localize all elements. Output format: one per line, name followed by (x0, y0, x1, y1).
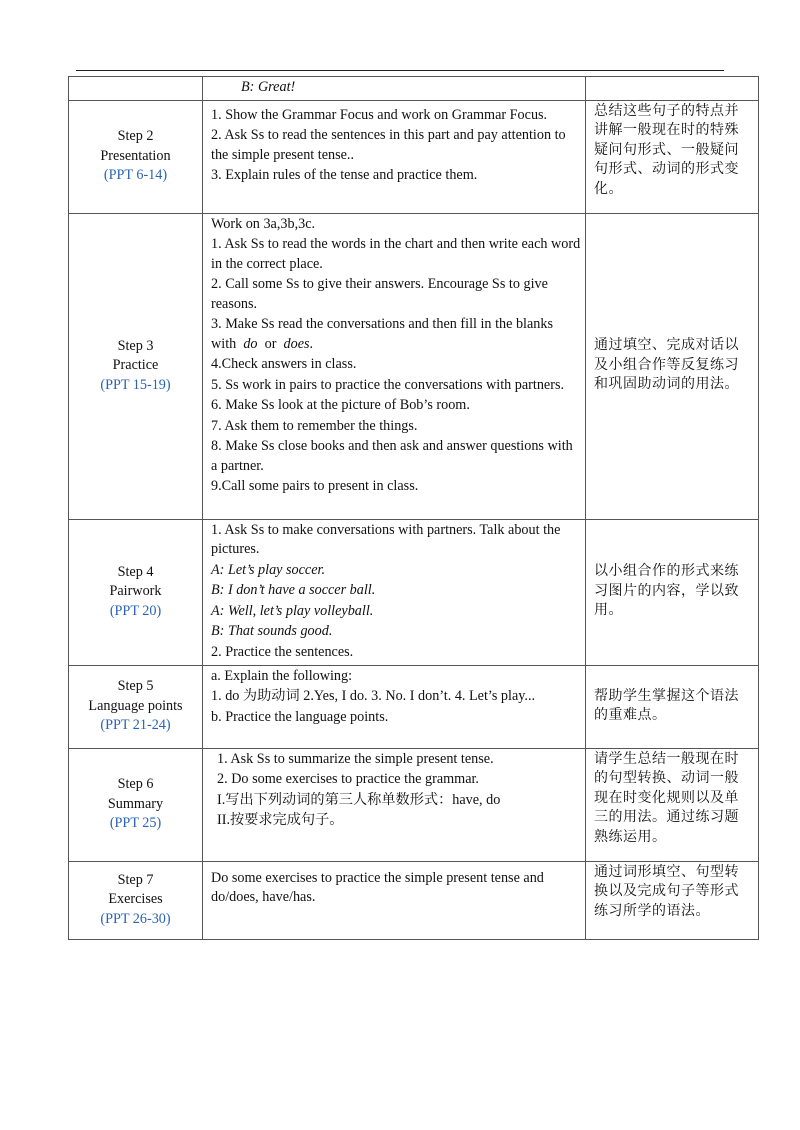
procedure-line: 1. Ask Ss to summarize the simple present tense. (217, 750, 494, 767)
step-cell (69, 861, 203, 939)
step-title: Presentation (100, 147, 171, 164)
step-title: Pairwork (109, 583, 162, 600)
ppt-range: (PPT 26-30) (100, 910, 171, 927)
teaching-note: 帮助学生掌握这个语法的重难点。 (594, 687, 739, 723)
table-row (69, 519, 759, 665)
step-cell (69, 748, 203, 861)
procedure-cell (203, 100, 586, 213)
procedure-cell (203, 519, 586, 665)
dialogue-line: B: I don’t have a soccer ball. (211, 582, 376, 598)
procedure-line: 1. Ask Ss to make conversations with partners. Talk about the pictures. (211, 521, 561, 557)
header-rule (76, 70, 724, 71)
procedure-line: 3. Explain rules of the tense and practice them. (211, 167, 478, 183)
step-title: Language points (88, 697, 183, 714)
teaching-note: 请学生总结一般现在时的句型转换、动词一般现在时变化规则以及单三的用法。通过练习题熟练运用。 (594, 750, 739, 845)
procedure-cell (203, 77, 586, 101)
procedure-line: I.写出下列动词的第三人称单数形式：have, do (217, 791, 501, 808)
teaching-note: 以小组合作的形式来练习图片的内容，学以致用。 (594, 563, 739, 619)
step-cell (69, 519, 203, 665)
note-cell (586, 519, 759, 665)
table-row (69, 861, 759, 939)
note-cell (586, 213, 759, 519)
procedure-line: 6. Make Ss look at the picture of Bob’s room. (211, 397, 470, 413)
step-number: Step 4 (117, 563, 154, 580)
note-cell (586, 665, 759, 748)
dialogue-line: B: Great! (241, 79, 296, 95)
procedure-line: b. Practice the language points. (211, 708, 389, 725)
dialogue-line: A: Well, let’s play volleyball. (211, 602, 374, 619)
procedure-cell (203, 665, 586, 748)
step-cell (69, 100, 203, 213)
ppt-range: (PPT 6-14) (103, 167, 168, 184)
procedure-line: 9.Call some pairs to present in class. (211, 478, 419, 494)
step-cell (69, 213, 203, 519)
note-cell (586, 100, 759, 213)
teaching-note: 通过填空、完成对话以及小组合作等反复练习和巩固助动词的用法。 (594, 337, 739, 393)
procedure-cell (203, 213, 586, 519)
ppt-range: (PPT 25) (109, 815, 162, 832)
step-title: Summary (107, 795, 164, 812)
note-cell (586, 77, 759, 101)
procedure-line (211, 315, 581, 354)
ppt-range: (PPT 21-24) (100, 717, 171, 734)
table-row (69, 77, 759, 101)
procedure-cell (203, 748, 586, 861)
sentence-period: . (309, 335, 314, 352)
step-title: Practice (112, 357, 159, 374)
keyword-do: do (243, 335, 258, 352)
teaching-note: 总结这些句子的特点并讲解一般现在时的特殊疑问句形式、一般疑问句形式、动词的形式变化。 (594, 102, 739, 197)
ppt-range: (PPT 20) (109, 602, 162, 619)
keyword-or: or (264, 335, 277, 352)
procedure-line: 2. Do some exercises to practice the grammar. (217, 771, 479, 787)
procedure-line: 7. Ask them to remember the things. (211, 417, 418, 434)
table-row (69, 665, 759, 748)
procedure-line: 1. Ask Ss to read the words in the chart and then write each word in the correct place. (211, 236, 581, 272)
procedure-cell (203, 861, 586, 939)
procedure-line: 2. Ask Ss to read the sentences in this part and pay attention to the simple present tense.. (211, 127, 566, 163)
keyword-does: does (283, 335, 310, 352)
table-row (69, 100, 759, 213)
step-number: Step 3 (117, 337, 154, 354)
ppt-range: (PPT 15-19) (100, 376, 171, 393)
step-cell (69, 77, 203, 101)
note-cell (586, 748, 759, 861)
procedure-line: Do some exercises to practice the simple present tense and do/does, have/has. (211, 869, 544, 905)
procedure-line: 8. Make Ss close books and then ask and answer questions with a partner. (211, 438, 573, 474)
table-row (69, 748, 759, 861)
step-title: Exercises (108, 891, 163, 908)
step-cell (69, 665, 203, 748)
procedure-line: 4.Check answers in class. (211, 356, 357, 372)
procedure-line: 2. Practice the sentences. (211, 643, 354, 660)
dialogue-line: A: Let’s play soccer. (211, 561, 326, 578)
procedure-line: Work on 3a,3b,3c. (211, 215, 316, 232)
note-cell (586, 861, 759, 939)
step-number: Step 2 (117, 128, 154, 145)
step-number: Step 6 (117, 776, 154, 793)
step-number: Step 7 (117, 871, 154, 888)
procedure-line: II.按要求完成句子。 (217, 812, 344, 828)
table-row (69, 213, 759, 519)
procedure-line: 5. Ss work in pairs to practice the conversations with partners. (211, 376, 565, 393)
lesson-plan-table (68, 76, 759, 940)
procedure-line: 1. do 为助动词 2.Yes, I do. 3. No. I don’t. 4. Let’s play... (211, 688, 536, 704)
procedure-text: 3. Make Ss read the conversations and then fill in the blanks with (211, 316, 553, 352)
dialogue-line: B: That sounds good. (211, 623, 333, 639)
teaching-note: 通过词形填空、句型转换以及完成句子等形式练习所学的语法。 (594, 863, 739, 919)
procedure-line: a. Explain the following: (211, 667, 353, 684)
procedure-line: 1. Show the Grammar Focus and work on Grammar Focus. (211, 106, 548, 123)
step-number: Step 5 (117, 678, 154, 695)
procedure-line: 2. Call some Ss to give their answers. Encourage Ss to give reasons. (211, 276, 548, 312)
